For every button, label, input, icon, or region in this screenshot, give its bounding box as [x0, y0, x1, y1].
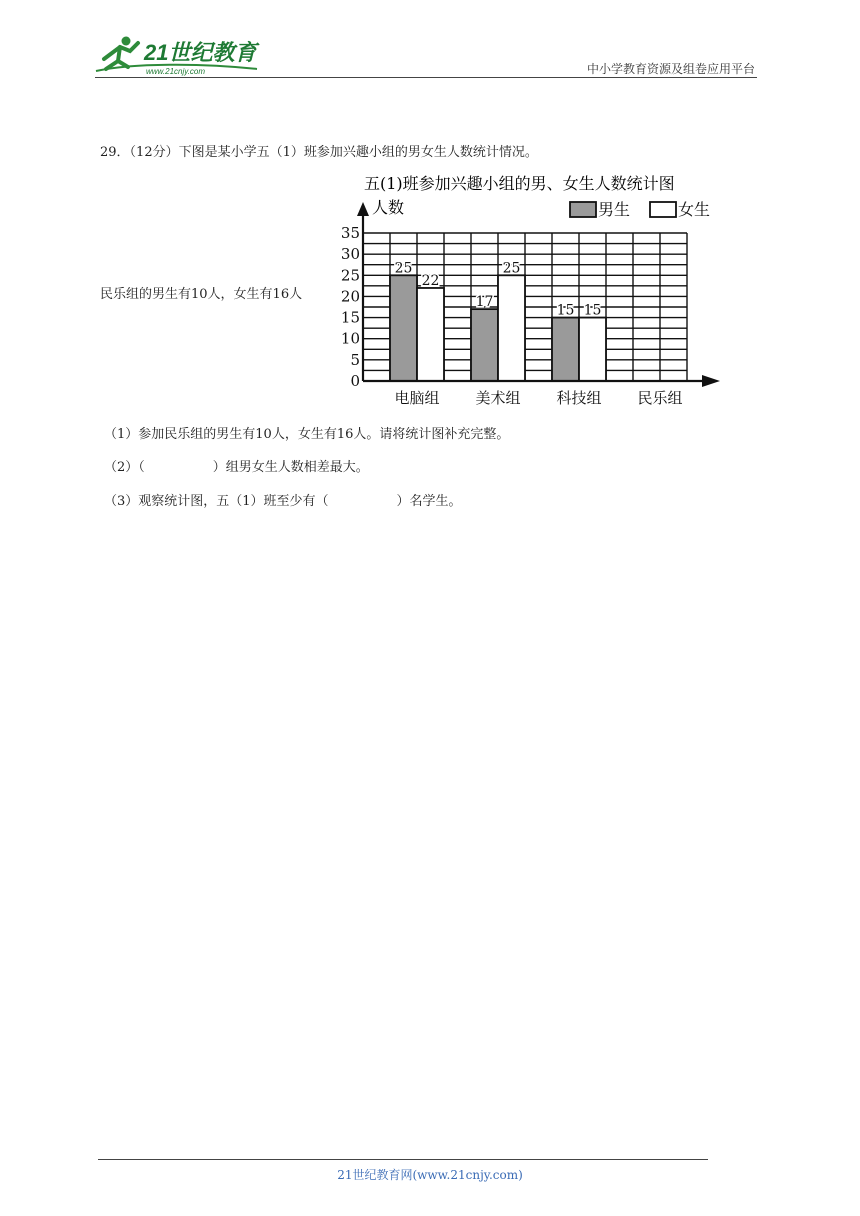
x-tick-label: 电脑组: [394, 389, 440, 407]
chart-bars: [390, 272, 606, 381]
site-logo: [92, 33, 262, 79]
side-note: 民乐组的男生有10人，女生有16人: [100, 287, 303, 302]
footer-divider: [98, 1159, 708, 1160]
y-axis-label: 人数: [372, 198, 405, 217]
y-tick-label: 20: [340, 287, 360, 306]
logo-url: www.21cnjy.com: [146, 67, 205, 76]
sub-question-1: （1）参加民乐组的男生有10人，女生有16人。请将统计图补充完整。: [104, 427, 510, 442]
y-tick-label: 15: [340, 308, 360, 327]
x-tick-label: 科技组: [556, 389, 602, 407]
x-tick-label: 民乐组: [637, 389, 683, 407]
bar-girls: [417, 288, 444, 381]
sub-question-3-end: ）名学生。: [396, 494, 462, 509]
sub-question-2-start: （2）（: [104, 460, 145, 475]
y-tick-label: 30: [340, 245, 360, 264]
platform-name: 中小学教育资源及组卷应用平台: [586, 62, 755, 76]
legend-swatch: [570, 202, 596, 217]
sub-question-2-end: ）组男女生人数相差最大。: [212, 460, 369, 475]
footer-text: 21世纪教育网(www.21cnjy.com): [337, 1168, 523, 1182]
bar-value-label: 15: [556, 302, 575, 319]
sub-question-3-start: （3）观察统计图，五（1）班至少有（: [104, 494, 329, 509]
bar-value-label: 15: [583, 302, 602, 319]
bar-value-label: 17: [475, 294, 494, 311]
legend-label: 女生: [678, 200, 711, 219]
logo-text: 21世纪教育: [144, 40, 257, 65]
bar-value-label: 22: [421, 272, 440, 289]
sub-question-2: [104, 456, 369, 475]
x-axis-arrow: [702, 375, 720, 387]
bar-value-label: 25: [502, 260, 521, 277]
chart-legend: [570, 200, 710, 219]
question-title: 29．（12分）下图是某小学五（1）班参加兴趣小组的男女生人数统计情况。: [100, 145, 538, 160]
bar-boys: [471, 309, 498, 381]
chart-title: 五(1)班参加兴趣小组的男、女生人数统计图: [364, 174, 675, 193]
bar-boys: [552, 318, 579, 381]
bar-chart: [334, 168, 734, 413]
legend-label: 男生: [598, 200, 631, 219]
bar-girls: [498, 275, 525, 381]
header-divider: [95, 77, 757, 78]
legend-swatch: [650, 202, 676, 217]
y-tick-label: 35: [340, 224, 360, 242]
x-tick-label: 美术组: [475, 389, 521, 407]
y-tick-label: 25: [340, 266, 360, 285]
y-axis-arrow: [357, 202, 369, 216]
bar-value-label: 25: [394, 260, 413, 277]
sub-question-3: [104, 490, 462, 509]
bar-girls: [579, 318, 606, 381]
y-tick-label: 5: [350, 350, 360, 369]
y-tick-label: 0: [350, 372, 360, 390]
bar-boys: [390, 275, 417, 381]
y-tick-label: 10: [340, 329, 360, 348]
